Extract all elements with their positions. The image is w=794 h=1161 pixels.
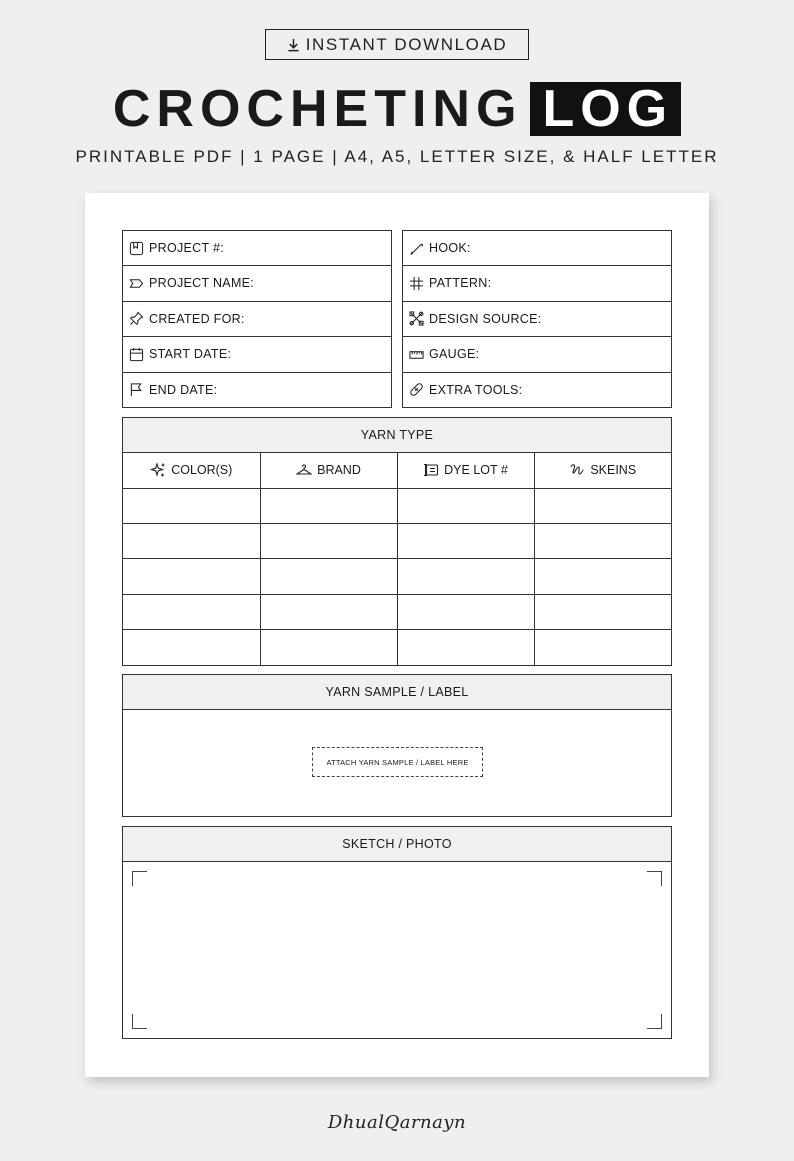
corner-mark-bottom-left (132, 1014, 147, 1029)
table-cell[interactable] (534, 524, 671, 559)
table-cell[interactable] (397, 594, 534, 629)
table-cell[interactable] (260, 524, 397, 559)
bandage-icon (409, 382, 424, 397)
field-label: PROJECT #: (149, 241, 225, 255)
field-project-name[interactable] (122, 266, 392, 302)
yarn-sample-title: YARN SAMPLE / LABEL (123, 675, 671, 710)
title-highlight: LOG (530, 82, 681, 136)
table-cell[interactable] (123, 524, 260, 559)
field-extra-tools[interactable] (402, 373, 672, 409)
column-header-brand (260, 453, 397, 488)
field-project-number[interactable] (122, 230, 392, 266)
corner-mark-top-right (647, 871, 662, 886)
table-row (123, 629, 671, 664)
field-label: DESIGN SOURCE: (429, 311, 542, 326)
table-cell[interactable] (397, 488, 534, 523)
table-row (123, 524, 671, 559)
column-label: COLOR(S) (171, 463, 233, 478)
sparkle-icon (150, 462, 166, 478)
table-cell[interactable] (397, 559, 534, 594)
title-main: CROCHETING (112, 80, 523, 139)
ruler-icon (409, 347, 424, 362)
hook-icon (409, 241, 424, 256)
sketch-photo-title: SKETCH / PHOTO (123, 827, 671, 862)
table-cell[interactable] (260, 629, 397, 664)
yarn-type-title: YARN TYPE (123, 418, 671, 453)
table-cell[interactable] (123, 629, 260, 664)
table-cell[interactable] (534, 594, 671, 629)
corner-mark-bottom-right (647, 1014, 662, 1029)
yarn-sample-section (122, 674, 672, 817)
table-cell[interactable] (260, 488, 397, 523)
table-cell[interactable] (397, 524, 534, 559)
sketch-photo-section (122, 826, 672, 1039)
table-cell[interactable] (260, 594, 397, 629)
table-cell[interactable] (123, 488, 260, 523)
table-row (123, 594, 671, 629)
table-cell[interactable] (397, 629, 534, 664)
table-cell[interactable] (534, 488, 671, 523)
pin-icon (129, 311, 144, 326)
tag-icon (129, 276, 144, 291)
bookmark-icon (129, 241, 144, 256)
designer-signature: DhualQarnayn (327, 1112, 467, 1133)
field-label: EXTRA TOOLS: (429, 382, 523, 397)
column-header-skeins (534, 453, 671, 488)
tools-icon (409, 311, 424, 326)
table-cell[interactable] (534, 629, 671, 664)
field-label: GAUGE: (429, 347, 480, 362)
attach-sample-placeholder[interactable]: ATTACH YARN SAMPLE / LABEL HERE (312, 747, 483, 777)
field-pattern[interactable] (402, 266, 672, 302)
flag-icon (129, 382, 144, 397)
field-created-for[interactable] (122, 302, 392, 338)
field-label: START DATE: (149, 347, 232, 362)
tools-info-fields (402, 230, 672, 408)
table-row (123, 488, 671, 523)
label-icon (423, 462, 439, 478)
column-label: BRAND (317, 463, 361, 478)
yarn-table (123, 453, 671, 665)
field-label: PROJECT NAME: (149, 276, 255, 291)
calendar-icon (129, 347, 144, 362)
column-header-colors (123, 453, 260, 488)
field-label: CREATED FOR: (149, 311, 245, 326)
table-cell[interactable] (123, 594, 260, 629)
field-start-date[interactable] (122, 337, 392, 373)
instant-download-badge (265, 29, 529, 60)
table-row (123, 559, 671, 594)
corner-mark-top-left (132, 871, 147, 886)
field-label: PATTERN: (429, 276, 492, 291)
hanger-icon (296, 462, 312, 478)
table-cell[interactable] (260, 559, 397, 594)
yarn-type-section (122, 417, 672, 666)
subtitle: PRINTABLE PDF | 1 PAGE | A4, A5, LETTER SIZE, & HALF LETTER (75, 147, 719, 166)
field-design-source[interactable] (402, 302, 672, 338)
badge-label: INSTANT DOWNLOAD (305, 34, 508, 54)
field-label: HOOK: (429, 241, 471, 255)
column-label: DYE LOT # (444, 463, 508, 478)
log-sheet (85, 193, 709, 1077)
grid-icon (409, 276, 424, 291)
column-header-dye-lot (397, 453, 534, 488)
field-hook[interactable] (402, 230, 672, 266)
page-title (0, 76, 794, 139)
project-info-fields (122, 230, 392, 408)
download-icon (287, 38, 300, 52)
table-cell[interactable] (123, 559, 260, 594)
field-gauge[interactable] (402, 337, 672, 373)
yarn-icon (569, 462, 585, 478)
field-end-date[interactable] (122, 373, 392, 409)
field-label: END DATE: (149, 382, 218, 397)
table-cell[interactable] (534, 559, 671, 594)
column-label: SKEINS (590, 463, 637, 478)
